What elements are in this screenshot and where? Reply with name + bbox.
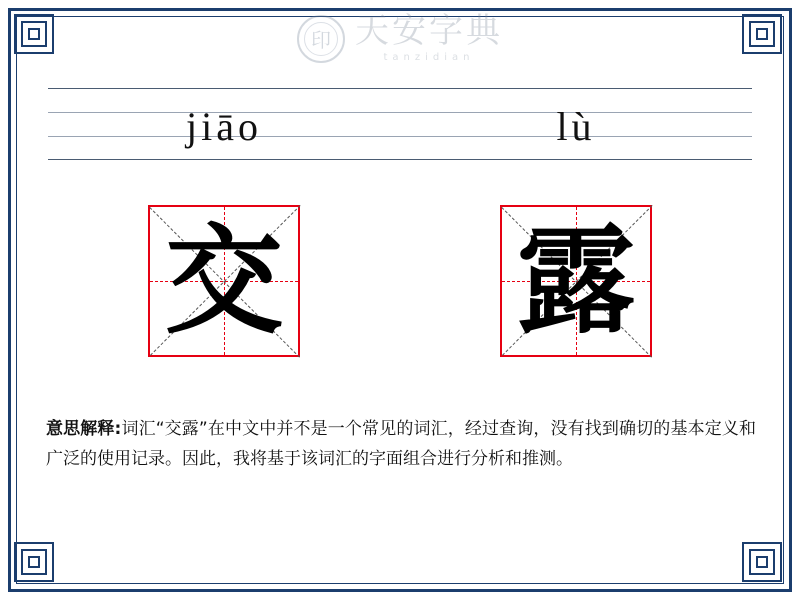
- character-row: [48, 205, 752, 360]
- pinyin-cell-1: [48, 88, 400, 160]
- corner-ornament-top-left: [14, 14, 58, 58]
- character-cell-1: [48, 205, 400, 360]
- tianzige-box-1: [148, 205, 300, 357]
- corner-ornament-top-right: [742, 14, 786, 58]
- pinyin-text-1: jiāo: [186, 104, 262, 149]
- pinyin-text-2: lù: [556, 104, 596, 149]
- seal-glyph: 印: [311, 28, 331, 52]
- tianzige-box-2: [500, 205, 652, 357]
- explanation-label: 意思解释:: [46, 419, 122, 439]
- pinyin-cell-2: [400, 88, 752, 160]
- corner-ornament-bottom-right: [742, 542, 786, 586]
- hanzi-character-1: 交: [164, 212, 283, 350]
- character-cell-2: [400, 205, 752, 360]
- corner-ornament-bottom-left: [14, 542, 58, 586]
- pinyin-row: [48, 88, 752, 160]
- hanzi-character-2: 露: [516, 212, 635, 350]
- brand-name: 天安字典: [355, 11, 503, 51]
- explanation-body: 词汇“交露”在中文中并不是一个常见的词汇，经过查询，没有找到确切的基本定义和广泛的使用记录。因此，我将基于该词汇的字面组合进行分析和推测。: [46, 419, 756, 469]
- explanation-block: [46, 415, 756, 475]
- brand-pinyin: tanzidian: [383, 52, 475, 63]
